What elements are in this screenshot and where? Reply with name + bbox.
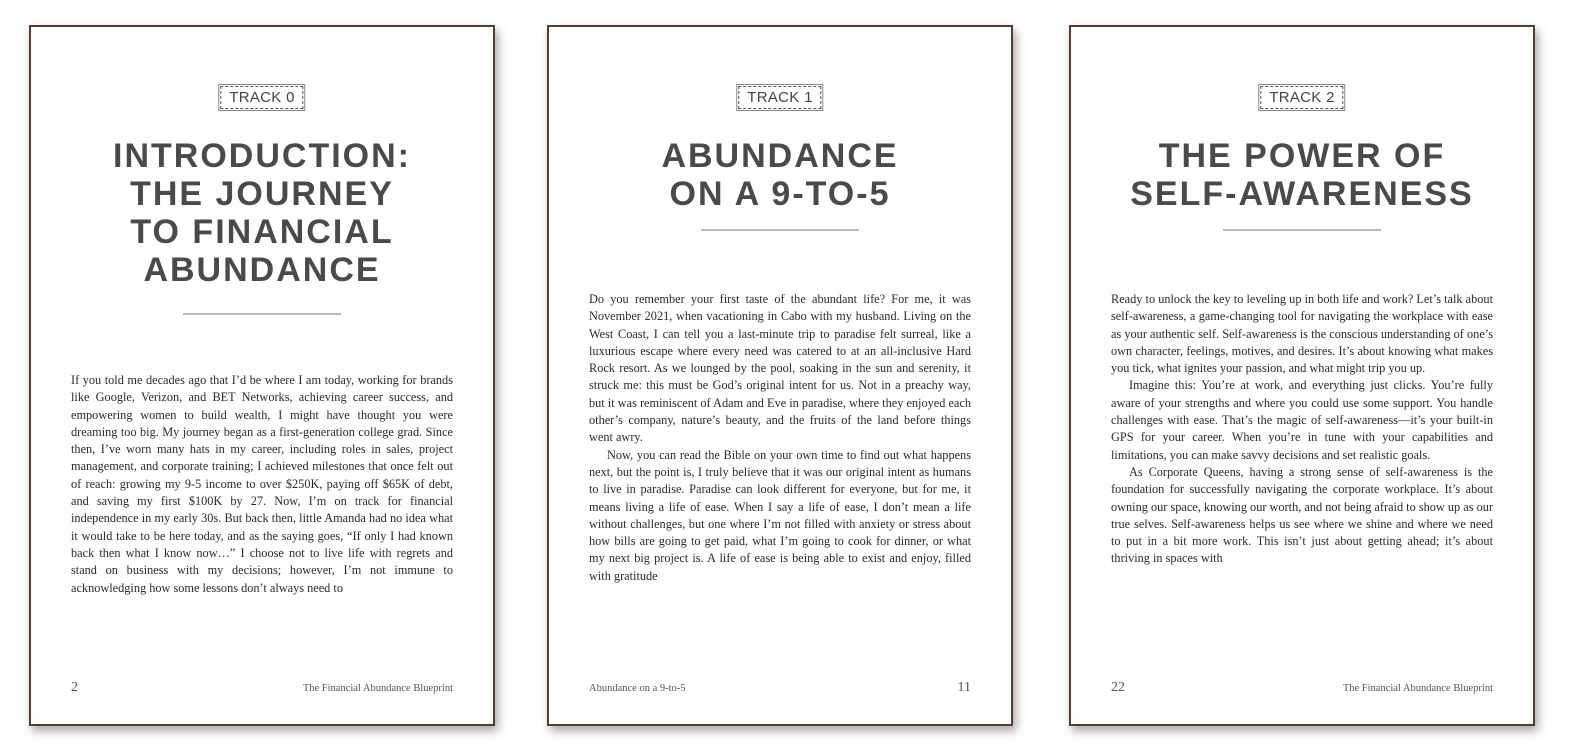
body-text [71, 372, 453, 597]
book-page-track-2 [1069, 25, 1535, 726]
chapter-title-line: ON A 9-TO-5 [669, 175, 891, 213]
paragraph: Do you remember your first taste of the abundant life? For me, it was November 2021, when vacationing in Cabo with my husband. Living on the West Coast, I can tell you a last-minute trip to paradise felt surreal, like a luxurious escape where every need was catered to at an all-inclusive Hard Rock resort. As we lounged by the pool, soaking in the sun and serenity, it struck me: this must be God’s original intent for us. Not in a preachy way, but it was reminiscent of Adam and Eve in paradise, where they enjoyed each other’s company, nature’s beauty, and the fruits of the land before things went awry. [589, 292, 971, 445]
title-divider [183, 313, 341, 315]
page-footer [71, 680, 453, 696]
chapter-title-line: ABUNDANCE [661, 137, 899, 175]
chapter-title-line: THE JOURNEY [130, 175, 394, 213]
title-divider [701, 229, 859, 231]
chapter-title [51, 137, 473, 289]
title-divider [1223, 229, 1381, 231]
book-page-track-0 [29, 25, 495, 726]
paragraph: If you told me decades ago that I’d be where I am today, working for brands like Google, Verizon, and BET Networks, achieving career success, and empowering women to build wealth, I might have thought you were dreaming too big. My journey began as a first-generation college grad. Since then, I’ve worn many hats in my career, including roles in sales, project management, and corporate training; I achieved milestones that once felt out of reach: growing my 9-5 income to over $250K, paying off $65K of debt, and saving my first $100K by 27. Now, I’m on track for financial independence in my early 30s. But back then, little Amanda had no idea what it would take to be here today, and as the saying goes, “If only I had known back then what I know now…” I choose not to live life with regrets and stand on business with my decisions; however, I’m not immune to acknowledging how some lessons don’t always need to [71, 373, 453, 595]
page-number: 11 [957, 680, 971, 695]
chapter-title [569, 137, 991, 213]
body-text [589, 291, 971, 585]
chapter-title-line: INTRODUCTION: [113, 137, 411, 175]
paragraph: Ready to unlock the key to leveling up in both life and work? Let’s talk about self-awareness, a game-changing tool for navigating the workplace with ease as your authentic self. Self-awareness is the conscious understanding of one’s own character, feelings, motives, and desires. It’s about knowing what makes you tick, what ignites your passion, and what might trip you up. [1111, 292, 1493, 376]
paragraph: As Corporate Queens, having a strong sense of self-awareness is the foundation for successfully navigating the corporate workplace. It’s about owning our space, knowing our worth, and not being afraid to show up as our true selves. Self-awareness helps us see where we shine and where we need to put in a bit more work. This isn’t just about getting ahead; it’s about thriving in spaces with [1111, 464, 1493, 566]
body-text [1111, 291, 1493, 568]
running-head: The Financial Abundance Blueprint [1342, 683, 1493, 694]
chapter-title-line: TO FINANCIAL [130, 213, 394, 251]
chapter-title-line: SELF-AWARENESS [1130, 175, 1474, 213]
track-label: TRACK 0 [220, 86, 303, 109]
page-footer [1111, 680, 1493, 696]
track-label: TRACK 1 [738, 86, 821, 109]
chapter-title [1091, 137, 1513, 213]
running-head: Abundance on a 9-to-5 [589, 683, 686, 694]
paragraph: Now, you can read the Bible on your own time to find out what happens next, but the point is, I truly believe that it was our original intent as humans to live in paradise. Paradise can look different for everyone, but for me, it means living a life of ease. When I say a life of ease, I don’t mean a life without challenges, but one where I’m not filled with anxiety or stress about how bills are going to get paid, what I’m going to cook for dinner, or what my next big project is. A life of ease is being able to exist and enjoy, filled with gratitude [589, 447, 971, 583]
page-number: 2 [71, 680, 78, 695]
running-head: The Financial Abundance Blueprint [302, 683, 453, 694]
chapter-title-line: ABUNDANCE [143, 251, 381, 289]
paragraph: Imagine this: You’re at work, and everything just clicks. You’re fully aware of your strengths and where you could use some support. You handle challenges with ease. That’s the magic of self-awareness—it’s your built-in GPS for your career. When you’re in tune with your capabilities and limitations, you can make savvy decisions and set realistic goals. [1111, 378, 1493, 462]
page-number: 22 [1111, 680, 1125, 695]
track-label: TRACK 2 [1260, 86, 1343, 109]
book-page-track-1 [547, 25, 1013, 726]
chapter-title-line: THE POWER OF [1158, 137, 1446, 175]
page-footer [589, 680, 971, 696]
